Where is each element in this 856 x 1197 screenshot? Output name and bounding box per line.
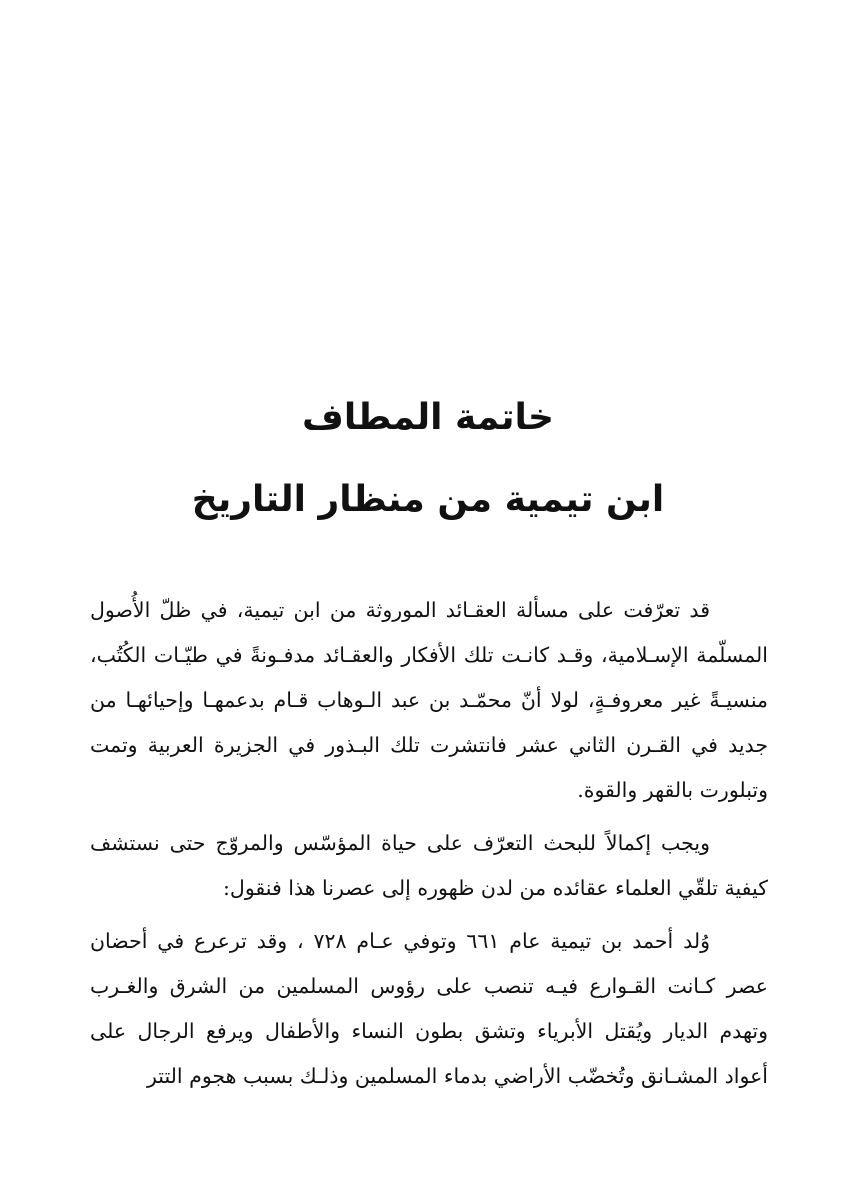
paragraph-1: قد تعرّفت على مسألة العقـائد الموروثة من ابن تيمية، في ظلّ الأُصول المسلّمة الإسـلامية، وقـد كانـت تلك الأفكار والعقـائد مدفـونةً في طيّـات الكُتُب، منسيـةً غير معروفـةٍ، لولا أنّ محمّـد بن عبد الـوهاب قـام بدعمهـا وإحيائهـا من جديد في القـرن الثاني عشر فانتشرت تلك البـذور في الجزيرة العربية وتمت وتبلورت بالقهر والقوة. [90,598,768,802]
paragraph-3: وُلد أحمد بن تيمية عام ٦٦١ وتوفي عـام ٧٢٨ ، وقد ترعرع في أحضان عصر كـانت القـوارع فيـه تنصب على رؤوس المسلمين من الشرق والغـرب وتهدم الديار ويُقتل الأبرياء وتشق بطون النساء والأطفال ويرفع الرجال على أعواد المشـانق وتُخضّب الأراضي بدماء المسلمين وذلـك بسبب هجوم التتر [90,929,768,1088]
body-text [90,588,768,1107]
chapter-title: خاتمة المطاف [302,397,554,438]
chapter-subtitle: ابن تيمية من منظار التاريخ [191,479,665,520]
paragraph-2: ويجب إكمالاً للبحث التعرّف على حياة المؤسّس والمروّج حتى نستشف كيفية تلقّي العلماء عقائده من لدن ظهوره إلى عصرنا هذا فنقول: [90,831,768,900]
